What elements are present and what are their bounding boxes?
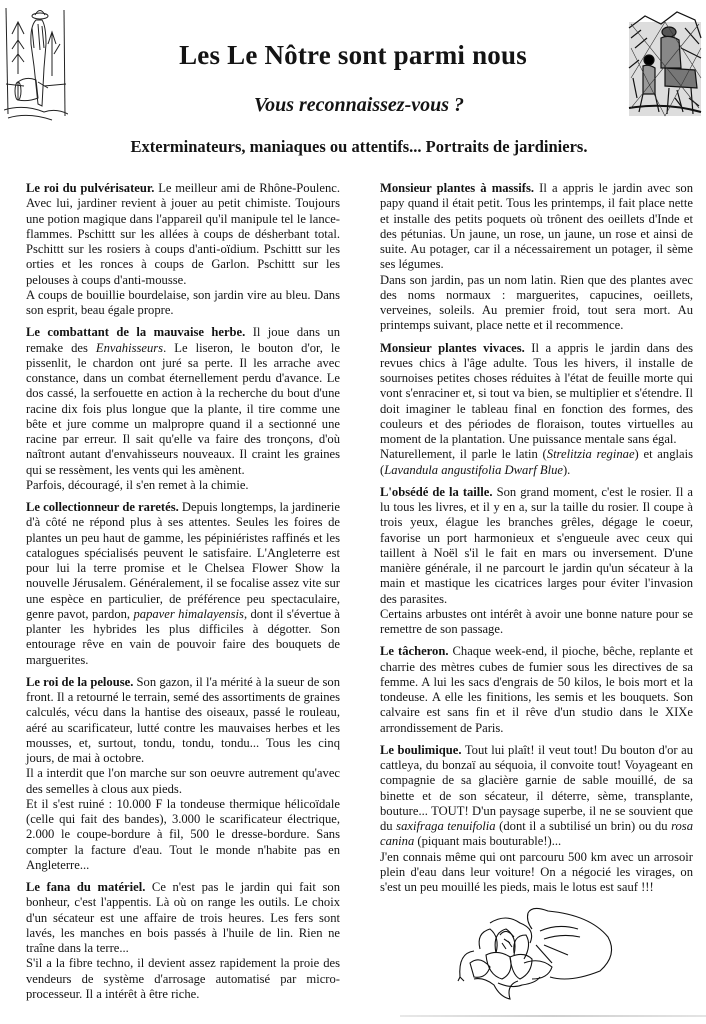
body-text: S'il a la fibre techno, il devient assez rapidement la proie des vendeurs de système d'arrosage automatisé par micro-processeur. Il a intérêt à être riche.	[26, 956, 340, 1001]
body-text: J'en connais même qui ont parcouru 500 km avec un arrosoir plein d'eau dans leur voiture! On a négocié les virages, on s'est un peu mouillé les pieds, mais le lotus est sauf !!!	[380, 849, 693, 894]
body-text: Et il s'est ruiné : 10.000 F la tondeuse thermique hélicoïdale (celle qui fait des bandes), 3.000 le scarificateur électrique, 2.000 le coupe-bordure à fil, 500 le dresse-bordure. Sans compter la facture d'eau. Tout le monde n'habite pas en Angleterre...	[26, 796, 340, 872]
italic-term: saxifraga tenuifolia	[396, 819, 496, 833]
portrait-paragraph	[26, 880, 340, 956]
body-text: Dans son jardin, pas un nom latin. Rien que des plantes avec des noms normaux : marguerites, capucines, oeillets, verveines, soleils. Au premier froid, tout sera mort. Au printemps suivant, place nette et il recommence.	[380, 272, 693, 333]
portrait-heading: Le roi de la pelouse.	[26, 674, 134, 689]
body-text: . Le liseron, le bouton d'or, le pissenlit, le chardon ont juré sa perte. Il les arrache avec constance, dans un combat éternellement perdu d'avance. Le dos cassé, la serfouette en action à la recherche du bout d'une racine dix fois plus longue que la plante, il tire comme une bête et jure comme un malpropre quand il a sectionné une racine par erreur. Il sait qu'elle va faire des tronçons, d'où naîtront autant d'envahisseurs nouveaux. Il craint les graines qui se ressèment, les vents qui les amènent.	[26, 340, 341, 477]
portrait-paragraph	[26, 766, 340, 797]
italic-term: rosa canina	[380, 819, 694, 849]
italic-term: Envahisseurs	[95, 340, 164, 355]
body-text: ) et anglais (	[380, 447, 693, 477]
water-lily-icon	[440, 893, 640, 1013]
portrait-paragraph	[380, 341, 693, 448]
body-text: Parfois, découragé, il s'en remet à la chimie.	[26, 477, 249, 492]
body-text: Son grand moment, c'est le rosier. Il a lu tous les livres, et il y en a, sur la taille du rosier. Il coupe à trois yeux, élague les branches grêles, dégage le coeur, favorise un port harmonieux et s'engueule avec ceux qui taillent à Noël s'il le fait en mars ou inversement. D'une manière générale, il ne parcourt le jardin qu'un sécateur à la main et mastique les cicatrices larges pour éviter l'invasion des parasites.	[380, 484, 693, 606]
portrait-heading: Le roi du pulvérisateur.	[26, 181, 155, 195]
portrait-paragraph	[26, 288, 340, 319]
article-title: Les Le Nôtre sont parmi nous	[179, 40, 527, 71]
body-text: Il joue dans un remake des	[26, 325, 340, 355]
article-subtitle: Vous reconnaissez-vous ?	[253, 93, 465, 116]
body-text: Tout lui plaît! il veut tout! Du bouton d'or au cattleya, du bonzaï au séquoia, il convoite tout! Voyageant en compagnie de sa glacière garnie de sable mouillé, de sa binette et de son sécateur, il déterre, sème, transplante, bouture... TOUT! D'un paysage superbe, il ne se souvient que du	[380, 742, 693, 833]
italic-term: papaver himalayensis	[133, 606, 244, 621]
body-text: Son gazon, il l'a mérité à la sueur de son front. Il a retourné le terrain, semé des assortiments de graines calculés, vécu dans la hantise des oiseaux, passé le rouleau, aéré au scarificateur, lutté contre les mauvaises herbes et les mousses, et, surtout, tondu, tondu, tondu... Tous les cinq jours, de mai à octobre.	[26, 674, 340, 765]
portrait-paragraph	[26, 797, 340, 873]
body-text: ).	[562, 462, 571, 477]
portrait-paragraph	[380, 743, 693, 850]
body-text: Le meilleur ami de Rhône-Poulenc. Avec lui, jardiner revient à jouer au petit chimiste. Toujours une potion magique dans l'appareil qu'il manipule tel le lance-flammes. Pschittt sur les allées à coups de désherbant total. Pschittt sur les rosiers à coups d'anti-oïdium. Pschittt sur les orties et les ronces à coups de Garlon. Pschittt sur les pelouses à coups d'anti-mousse.	[26, 181, 340, 287]
portrait-paragraph	[380, 850, 693, 896]
portrait-paragraph	[26, 325, 340, 478]
portrait-section	[380, 181, 693, 334]
body-text: Il a interdit que l'on marche sur son oeuvre autrement qu'avec des semelles à clous aux pieds.	[26, 766, 340, 796]
body-text: (dont il a subtilisé un brin) ou du	[495, 819, 672, 833]
portrait-heading: Le fana du matériel.	[26, 880, 146, 894]
body-text: Naturellement, il parle le latin (	[380, 447, 547, 462]
portrait-section	[26, 675, 340, 873]
body-text: Ce n'est pas le jardin qui fait son bonheur, c'est l'appentis. Là où on range les outils. Le choix d'un sécateur est une affaire de trois heures. Les fers sont lavés, les manches en bois passés à l'huile de lin. Rien ne traîne dans la terre...	[26, 880, 340, 955]
portrait-paragraph	[380, 181, 693, 273]
left-column	[26, 181, 340, 1009]
body-text: Il a appris le jardin avec son papy quand il était petit. Tous les printemps, il fait place nette et installe des petits poquets où trônent des oeillets d'Inde et des pétunias. Un jaune, un rose, un jaune, un rose et ainsi de suite. Au potager, car il a nécessairement un potager, il sème ses légumes.	[380, 181, 694, 272]
portrait-section	[26, 325, 340, 493]
portrait-heading: L'obsédé de la taille.	[380, 484, 493, 499]
portrait-section	[380, 743, 693, 896]
portrait-heading: Le boulimique.	[380, 742, 462, 757]
portrait-paragraph	[380, 447, 693, 478]
portrait-paragraph	[380, 644, 693, 736]
body-text: , dont il s'évertue à planter les hybrides les plus difficiles à dégotter. Son entourage rêve en vain de pouvoir faire des bouquets de marguerites.	[26, 606, 340, 667]
portrait-paragraph	[26, 675, 340, 767]
body-text: Depuis longtemps, la jardinerie d'à côté ne répond plus à ses attentes. Seules les foires de plantes un peu haut de gamme, les pépiniéristes raffinés et les catalogues spécialisés peuvent le satisfaire. L'Angleterre est pour lui la terre promise et le Chelsea Flower Show la nouvelle Jérusalem. Généralement, il se focalise assez vite sur une espèce en particulier, de préférence peu spectaculaire, genre pavot, pardon,	[26, 500, 341, 621]
portrait-section	[380, 341, 693, 478]
portrait-paragraph	[380, 607, 693, 638]
italic-term: Strelitzia reginae	[546, 447, 635, 462]
body-text: (piquant mais bouturable!)...	[414, 834, 562, 849]
portrait-paragraph	[26, 478, 340, 493]
portrait-paragraph	[26, 956, 340, 1002]
portrait-section	[380, 485, 693, 638]
body-text: Chaque week-end, il pioche, bêche, replante et charrie des mètres cubes de fumier sous les directives de sa femme. A lui les sacs d'engrais de 50 kilos, le bois mort et la tondeuse. A elle les finitions, les semis et les bouquets. Son calvaire est sans fin et il rêve d'un studio dans le XIXe arrondissement de Paris.	[380, 644, 694, 735]
italic-term: Lavandula angustifolia Dwarf Blue	[384, 462, 563, 477]
portrait-paragraph	[380, 485, 693, 607]
portrait-paragraph	[380, 273, 693, 334]
portrait-heading: Le combattant de la mauvaise herbe.	[26, 325, 246, 340]
body-text: Il a appris le jardin dans des revues chics à l'âge adulte. Tous les hivers, il installe de sournoises petites choses réduites à l'état de feuille morte qui vont s'enraciner et, si tout va bien, se multiplier et s'étendre. Il doit imaginer le tableau final en fonction des formes, des couleurs et des périodes de floraison, toutes virtuelles au moment de la plantation. Une puissance mentale sans égal.	[380, 340, 693, 446]
portrait-heading: Monsieur plantes à massifs.	[380, 181, 535, 195]
article-deck: Exterminateurs, maniaques ou attentifs... Portraits de jardiniers.	[130, 136, 588, 156]
portrait-heading: Le tâcheron.	[380, 644, 449, 659]
body-text: Certains arbustes ont intérêt à avoir une bonne nature pour se remettre de son passage.	[380, 606, 693, 636]
portrait-section	[26, 181, 340, 318]
portrait-paragraph	[26, 181, 340, 288]
scan-edge-line	[400, 1015, 706, 1017]
portrait-section	[26, 880, 340, 1002]
body-text: A coups de bouillie bourdelaise, son jardin vire au bleu. Dans son esprit, beau égale propre.	[26, 287, 340, 317]
portrait-section	[380, 644, 693, 736]
portrait-section	[26, 500, 340, 668]
portrait-heading: Le collectionneur de raretés.	[26, 500, 179, 514]
portrait-heading: Monsieur plantes vivaces.	[380, 340, 525, 355]
right-column	[380, 181, 693, 902]
portrait-paragraph	[26, 500, 340, 668]
